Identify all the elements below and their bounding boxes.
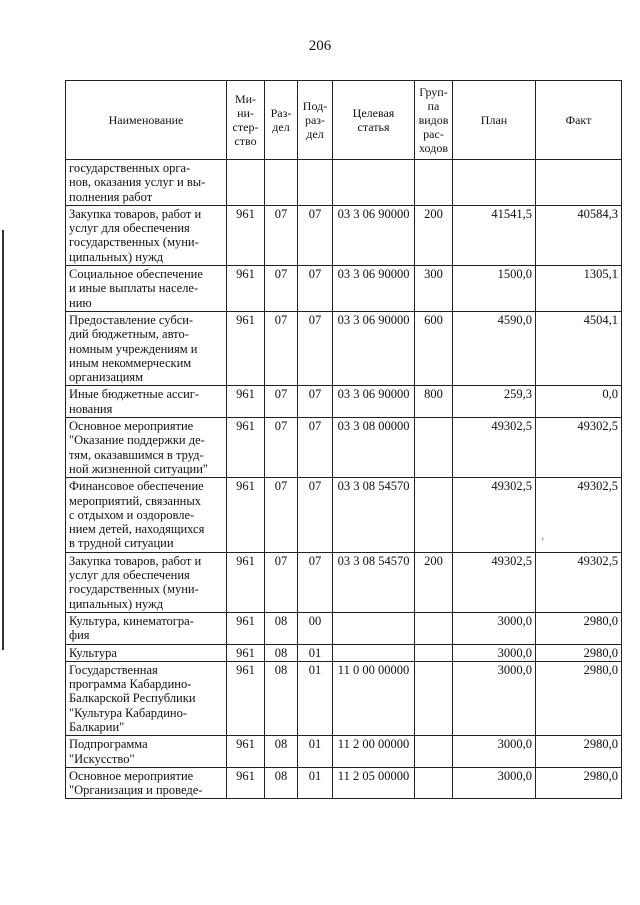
row-ministry-cell: 961 xyxy=(227,386,265,418)
row-ministry-cell: 961 xyxy=(227,266,265,312)
row-ministry-cell: 961 xyxy=(227,767,265,799)
row-subsection-cell: 07 xyxy=(298,418,333,478)
row-fact-cell: 40584,3 xyxy=(536,205,622,265)
row-section-cell xyxy=(265,160,298,206)
row-fact-cell: 49302,5 xyxy=(536,478,622,552)
row-name-cell: Предоставление субси- дий бюджетным, авто- номным учреждениям и иным некоммерческим организациям xyxy=(66,311,227,385)
table-row xyxy=(66,661,622,735)
row-group-cell: 200 xyxy=(415,205,453,265)
header-fact: Факт xyxy=(536,81,622,160)
row-target-cell: 03 3 06 90000 xyxy=(333,311,415,385)
row-target-cell: 11 2 00 00000 xyxy=(333,736,415,768)
row-plan-cell: 49302,5 xyxy=(453,478,536,552)
budget-table xyxy=(65,80,622,799)
row-group-cell xyxy=(415,767,453,799)
header-target: Целевая статья xyxy=(333,81,415,160)
row-fact-cell: 1305,1 xyxy=(536,266,622,312)
row-name-cell: Культура xyxy=(66,644,227,661)
row-ministry-cell: 961 xyxy=(227,661,265,735)
table-row xyxy=(66,767,622,799)
row-section-cell: 07 xyxy=(265,386,298,418)
binding-edge-mark xyxy=(2,230,4,650)
row-target-cell: 03 3 06 90000 xyxy=(333,205,415,265)
row-plan-cell: 1500,0 xyxy=(453,266,536,312)
row-section-cell: 07 xyxy=(265,478,298,552)
row-plan-cell: 3000,0 xyxy=(453,661,536,735)
table-row xyxy=(66,478,622,552)
row-plan-cell: 49302,5 xyxy=(453,418,536,478)
row-subsection-cell: 07 xyxy=(298,552,333,612)
row-subsection-cell: 01 xyxy=(298,736,333,768)
row-plan-cell: 3000,0 xyxy=(453,644,536,661)
row-fact-cell: 4504,1 xyxy=(536,311,622,385)
row-subsection-cell: 00 xyxy=(298,612,333,644)
table-row xyxy=(66,644,622,661)
row-subsection-cell: 07 xyxy=(298,386,333,418)
row-target-cell: 03 3 06 90000 xyxy=(333,266,415,312)
row-fact-cell xyxy=(536,160,622,206)
row-section-cell: 07 xyxy=(265,418,298,478)
row-fact-cell: 2980,0 xyxy=(536,736,622,768)
table-row xyxy=(66,552,622,612)
row-name-cell: Финансовое обеспечение мероприятий, связанных с отдыхом и оздоровле- нием детей, находящихся в трудной ситуации xyxy=(66,478,227,552)
row-section-cell: 07 xyxy=(265,266,298,312)
row-ministry-cell xyxy=(227,160,265,206)
row-fact-cell: 0,0 xyxy=(536,386,622,418)
row-ministry-cell: 961 xyxy=(227,205,265,265)
row-section-cell: 08 xyxy=(265,644,298,661)
header-row xyxy=(66,81,622,160)
table-row xyxy=(66,266,622,312)
header-subsection: Под- раз- дел xyxy=(298,81,333,160)
row-name-cell: Государственная программа Кабардино- Балкарской Республики "Культура Кабардино- Балкарии" xyxy=(66,661,227,735)
row-subsection-cell: 07 xyxy=(298,478,333,552)
table-row xyxy=(66,736,622,768)
row-section-cell: 07 xyxy=(265,311,298,385)
row-ministry-cell: 961 xyxy=(227,612,265,644)
header-name: Наименование xyxy=(66,81,227,160)
row-plan-cell: 41541,5 xyxy=(453,205,536,265)
row-target-cell: 03 3 08 54570 xyxy=(333,552,415,612)
row-ministry-cell: 961 xyxy=(227,418,265,478)
row-ministry-cell: 961 xyxy=(227,736,265,768)
row-target-cell: 03 3 06 90000 xyxy=(333,386,415,418)
row-group-cell: 600 xyxy=(415,311,453,385)
row-name-cell: Основное мероприятие "Организация и проведе- xyxy=(66,767,227,799)
table-row xyxy=(66,160,622,206)
row-subsection-cell: 01 xyxy=(298,644,333,661)
row-plan-cell: 259,3 xyxy=(453,386,536,418)
row-group-cell: 200 xyxy=(415,552,453,612)
row-subsection-cell: 07 xyxy=(298,266,333,312)
row-subsection-cell: 07 xyxy=(298,311,333,385)
row-name-cell: Иные бюджетные ассиг- нования xyxy=(66,386,227,418)
row-group-cell xyxy=(415,478,453,552)
row-group-cell xyxy=(415,160,453,206)
row-plan-cell: 3000,0 xyxy=(453,736,536,768)
row-fact-cell: 2980,0 xyxy=(536,612,622,644)
row-target-cell xyxy=(333,612,415,644)
row-section-cell: 07 xyxy=(265,552,298,612)
row-plan-cell xyxy=(453,160,536,206)
row-name-cell: Закупка товаров, работ и услуг для обеспечения государственных (муни- ципальных) нужд xyxy=(66,552,227,612)
row-section-cell: 08 xyxy=(265,612,298,644)
row-ministry-cell: 961 xyxy=(227,311,265,385)
row-ministry-cell: 961 xyxy=(227,644,265,661)
row-section-cell: 07 xyxy=(265,205,298,265)
row-fact-cell: 49302,5 xyxy=(536,418,622,478)
row-name-cell: Закупка товаров, работ и услуг для обеспечения государственных (муни- ципальных) нужд xyxy=(66,205,227,265)
row-target-cell xyxy=(333,160,415,206)
table-body xyxy=(66,160,622,799)
row-group-cell xyxy=(415,612,453,644)
row-group-cell xyxy=(415,661,453,735)
row-plan-cell: 3000,0 xyxy=(453,612,536,644)
row-ministry-cell: 961 xyxy=(227,552,265,612)
row-group-cell xyxy=(415,644,453,661)
row-name-cell: Основное мероприятие "Оказание поддержки де- тям, оказавшимся в труд- ной жизненной ситуации" xyxy=(66,418,227,478)
row-subsection-cell xyxy=(298,160,333,206)
table-row xyxy=(66,386,622,418)
row-plan-cell: 3000,0 xyxy=(453,767,536,799)
row-section-cell: 08 xyxy=(265,736,298,768)
row-plan-cell: 49302,5 xyxy=(453,552,536,612)
stray-mark: ʼ xyxy=(541,537,545,548)
header-group: Груп- па видов рас- ходов xyxy=(415,81,453,160)
header-plan: План xyxy=(453,81,536,160)
row-fact-cell: 49302,5 xyxy=(536,552,622,612)
row-plan-cell: 4590,0 xyxy=(453,311,536,385)
row-name-cell: Культура, кинематогра- фия xyxy=(66,612,227,644)
row-name-cell: Социальное обеспечение и иные выплаты населе- нию xyxy=(66,266,227,312)
row-ministry-cell: 961 xyxy=(227,478,265,552)
row-group-cell xyxy=(415,736,453,768)
row-target-cell xyxy=(333,644,415,661)
row-subsection-cell: 01 xyxy=(298,767,333,799)
page-number: 206 xyxy=(308,38,332,54)
row-fact-cell: 2980,0 xyxy=(536,661,622,735)
row-target-cell: 11 2 05 00000 xyxy=(333,767,415,799)
row-target-cell: 11 0 00 00000 xyxy=(333,661,415,735)
table-row xyxy=(66,311,622,385)
row-target-cell: 03 3 08 54570 xyxy=(333,478,415,552)
row-name-cell: государственных орга- нов, оказания услуг и вы- полнения работ xyxy=(66,160,227,206)
row-section-cell: 08 xyxy=(265,767,298,799)
row-subsection-cell: 07 xyxy=(298,205,333,265)
row-name-cell: Подпрограмма "Искусство" xyxy=(66,736,227,768)
row-group-cell: 800 xyxy=(415,386,453,418)
row-group-cell xyxy=(415,418,453,478)
row-section-cell: 08 xyxy=(265,661,298,735)
row-group-cell: 300 xyxy=(415,266,453,312)
table-row xyxy=(66,205,622,265)
header-ministry: Ми- ни- стер- ство xyxy=(227,81,265,160)
row-fact-cell: 2980,0 xyxy=(536,767,622,799)
row-target-cell: 03 3 08 00000 xyxy=(333,418,415,478)
table-row xyxy=(66,612,622,644)
row-fact-cell: 2980,0 xyxy=(536,644,622,661)
header-section: Раз- дел xyxy=(265,81,298,160)
row-subsection-cell: 01 xyxy=(298,661,333,735)
table-row xyxy=(66,418,622,478)
